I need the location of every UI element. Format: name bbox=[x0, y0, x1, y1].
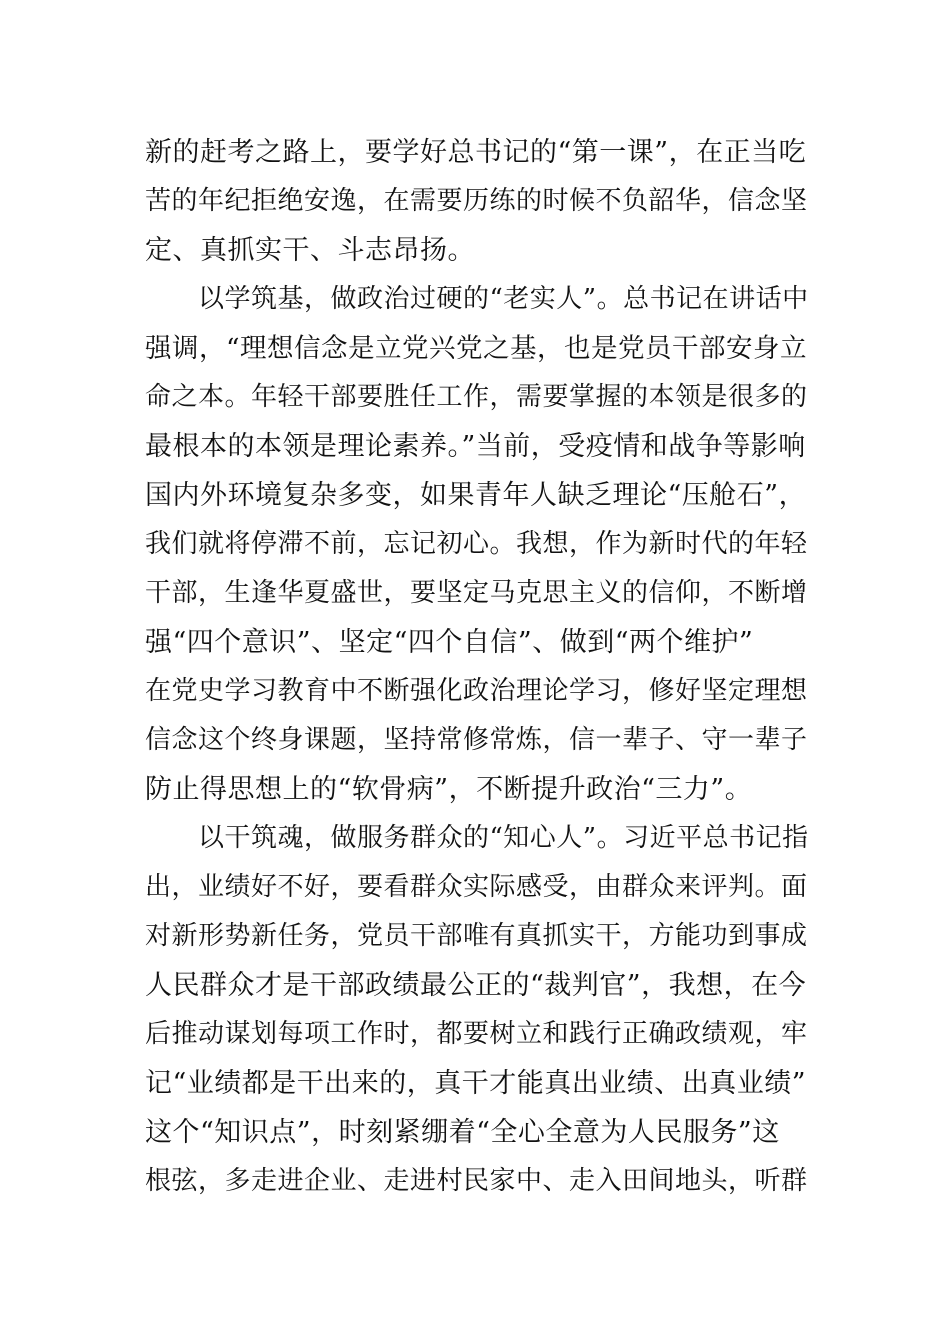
text-line: 根弦，多走进企业、走进村民家中、走入田间地头，听群 bbox=[145, 1166, 808, 1196]
text-line: 新的赶考之路上，要学好总书记的“第一课”，在正当吃 bbox=[145, 137, 807, 168]
text-line: 苦的年纪拒绝安逸，在需要历练的时候不负韶华，信念坚 bbox=[145, 186, 808, 216]
text-line: 后推动谋划每项工作时，都要树立和践行正确政绩观，牢 bbox=[145, 1019, 808, 1049]
text-line: 最根本的本领是理论素养。”当前，受疫情和战争等影响 bbox=[145, 431, 806, 462]
text-line: 记“业绩都是干出来的，真干才能真出业绩、出真业绩” bbox=[145, 1068, 807, 1099]
body-text bbox=[145, 128, 809, 1206]
text-line: 防止得思想上的“软骨病”，不断提升政治“三力”。 bbox=[145, 774, 753, 805]
text-line: 强调，“理想信念是立党兴党之基，也是党员干部安身立 bbox=[145, 333, 808, 364]
text-line: 干部，生逢华夏盛世，要坚定马克思主义的信仰，不断增 bbox=[145, 578, 808, 608]
text-line: 这个“知识点”，时刻紧绷着“全心全意为人民服务”这 bbox=[145, 1117, 780, 1148]
text-line: 信念这个终身课题，坚持常修常炼，信一辈子、守一辈子 bbox=[145, 725, 808, 755]
text-line: 国内外环境复杂多变，如果青年人缺乏理论“压舱石”， bbox=[145, 480, 807, 511]
text-line: 以干筑魂，做服务群众的“知心人”。习近平总书记指 bbox=[145, 823, 809, 853]
text-line: 强“四个意识”、坚定“四个自信”、做到“两个维护” bbox=[145, 627, 754, 658]
text-line: 对新形势新任务，党员干部唯有真抓实干，方能功到事成 bbox=[145, 921, 808, 951]
text-line: 出，业绩好不好，要看群众实际感受，由群众来评判。面 bbox=[145, 872, 808, 902]
text-line: 以学筑基，做政治过硬的“老实人”。总书记在讲话中 bbox=[145, 284, 809, 314]
text-line: 我们就将停滞不前，忘记初心。我想，作为新时代的年轻 bbox=[145, 529, 808, 559]
text-line: 在党史学习教育中不断强化政治理论学习，修好坚定理想 bbox=[145, 676, 808, 706]
text-line: 命之本。年轻干部要胜任工作，需要掌握的本领是很多的 bbox=[145, 382, 808, 412]
text-line: 定、真抓实干、斗志昂扬。 bbox=[145, 235, 475, 266]
text-line: 人民群众才是干部政绩最公正的“裁判官”，我想，在今 bbox=[145, 970, 807, 1001]
